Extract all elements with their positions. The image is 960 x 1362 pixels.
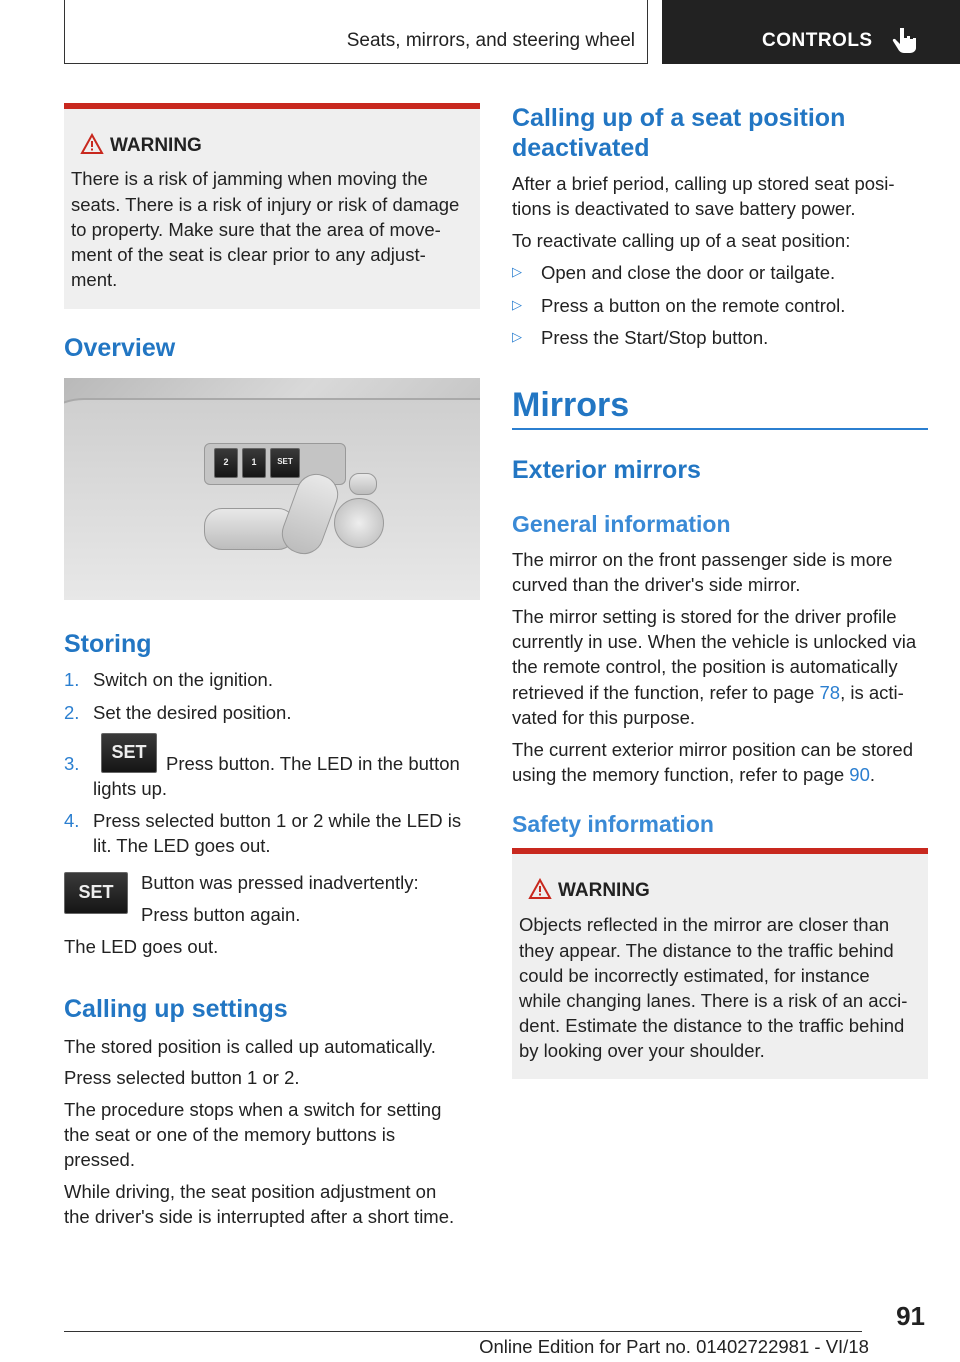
body-text-with-link — [512, 680, 904, 705]
warning-line: seats. There is a risk of injury or risk of damage — [71, 194, 460, 215]
body-text: While driving, the seat position adjustment on — [64, 1181, 437, 1202]
calling-up-heading: Calling up settings — [64, 995, 288, 1023]
note-text: Button was pressed inadvertently: — [141, 872, 419, 893]
warning-box-mirror — [512, 848, 928, 1079]
warning-line: to property. Make sure that the area of move- — [71, 219, 441, 240]
footer-divider — [64, 1331, 862, 1332]
overview-heading: Overview — [64, 334, 176, 362]
bullet-triangle-icon: ▷ — [512, 264, 522, 279]
body-text: tions is deactivated to save battery power. — [512, 198, 856, 219]
warning-line: dent. Estimate the distance to the traffic behind — [519, 1015, 905, 1036]
warning-line: by looking over your shoulder. — [519, 1040, 765, 1061]
warning-box-jamming — [64, 103, 480, 309]
page-number: 91 — [896, 1301, 925, 1331]
memory-button-2: 2 — [214, 448, 238, 478]
body-text: The mirror setting is stored for the driver profile — [512, 606, 897, 627]
exterior-mirrors-heading: Exterior mirrors — [512, 456, 701, 484]
body-text: using the memory function, refer to page — [512, 764, 850, 785]
memory-set-button: SET — [270, 448, 300, 478]
body-text: To reactivate calling up of a seat position: — [512, 230, 851, 251]
warning-line: Objects reflected in the mirror are closer than — [519, 914, 890, 935]
step-text: Press selected button 1 or 2 while the LED is — [93, 810, 462, 831]
warning-triangle-icon — [80, 133, 104, 155]
bullet-triangle-icon: ▷ — [512, 297, 522, 312]
body-text: The mirror on the front passenger side is more — [512, 549, 893, 570]
bullet-triangle-icon: ▷ — [512, 329, 522, 344]
warning-line: while changing lanes. There is a risk of an acci- — [519, 990, 908, 1011]
warning-triangle-icon — [528, 878, 552, 900]
section-divider — [512, 428, 928, 430]
body-text: The procedure stops when a switch for setting — [64, 1099, 442, 1120]
chapter-title[interactable]: CONTROLS — [762, 30, 873, 51]
body-text: pressed. — [64, 1149, 135, 1170]
note-text: Press button again. — [141, 904, 301, 925]
edition-footer: Online Edition for Part no. 01402722981 - VI/18 — [479, 1336, 869, 1357]
body-text-with-link — [512, 762, 875, 787]
led-out-text: The LED goes out. — [64, 936, 219, 957]
step-text: lights up. — [93, 778, 168, 799]
safety-information-heading: Safety information — [512, 811, 714, 837]
body-text: the remote control, the position is automatically — [512, 656, 898, 677]
set-button-icon: SET — [64, 872, 128, 914]
header-chapter-box — [662, 0, 960, 64]
body-text: After a brief period, calling up stored seat posi- — [512, 173, 895, 194]
body-text: the driver's side is interrupted after a short time. — [64, 1206, 455, 1227]
body-text: retrieved if the function, refer to page — [512, 682, 820, 703]
body-text: Press selected button 1 or 2. — [64, 1067, 300, 1088]
deactivated-heading: deactivated — [512, 134, 650, 162]
step-number: 4. — [64, 810, 80, 831]
warning-line: they appear. The distance to the traffic behind — [519, 940, 894, 961]
memory-button-1: 1 — [242, 448, 266, 478]
page-link-90[interactable]: 90 — [849, 764, 870, 785]
warning-label: WARNING — [110, 135, 202, 156]
section-title: Seats, mirrors, and steering wheel — [346, 30, 635, 51]
body-text: curved than the driver's side mirror. — [512, 574, 801, 595]
set-button-icon: SET — [101, 733, 157, 773]
deactivated-heading: Calling up of a seat position — [512, 104, 846, 132]
step-text: lit. The LED goes out. — [93, 835, 271, 856]
step-text: Press button. The LED in the button — [166, 753, 460, 774]
step-number: 1. — [64, 669, 80, 690]
warning-line: ment of the seat is clear prior to any adjust- — [71, 244, 426, 265]
storing-heading: Storing — [64, 630, 152, 658]
warning-line: There is a risk of jamming when moving the — [71, 168, 428, 189]
general-information-heading: General information — [512, 511, 731, 537]
step-number: 3. — [64, 753, 80, 774]
seat-controls-photo — [64, 378, 480, 600]
bullet-text: Press a button on the remote control. — [541, 295, 846, 316]
body-text: vated for this purpose. — [512, 707, 696, 728]
warning-line: could be incorrectly estimated, for instance — [519, 965, 870, 986]
step-text: Switch on the ignition. — [93, 669, 273, 690]
body-text: currently in use. When the vehicle is unlocked via — [512, 631, 917, 652]
warning-label: WARNING — [558, 880, 650, 901]
body-text: the seat or one of the memory buttons is — [64, 1124, 396, 1145]
body-text: , is acti- — [840, 682, 904, 703]
mirrors-heading: Mirrors — [512, 386, 630, 424]
warning-line: ment. — [71, 269, 118, 290]
body-text: The current exterior mirror position can be stored — [512, 739, 914, 760]
page-link-78[interactable]: 78 — [819, 682, 841, 703]
bullet-text: Press the Start/Stop button. — [541, 327, 769, 348]
body-text: . — [869, 764, 876, 785]
step-number: 2. — [64, 702, 80, 723]
pointing-hand-icon — [892, 26, 918, 54]
body-text: The stored position is called up automatically. — [64, 1036, 436, 1057]
step-text: Set the desired position. — [93, 702, 292, 723]
header-section-box — [64, 0, 648, 64]
bullet-text: Open and close the door or tailgate. — [541, 262, 836, 283]
